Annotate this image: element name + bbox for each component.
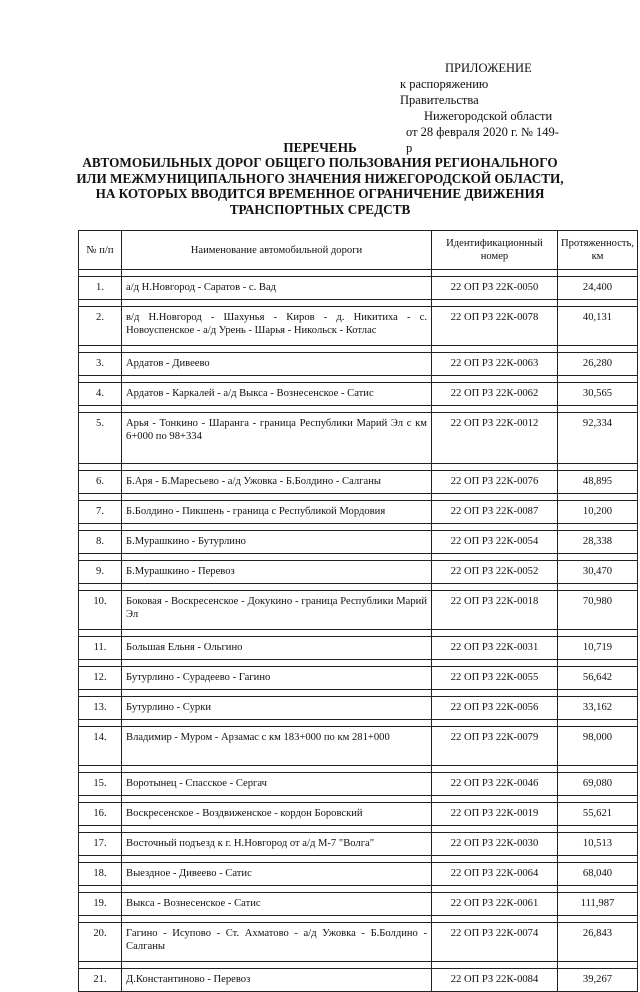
table-row	[79, 591, 638, 630]
spacer-cell	[79, 690, 122, 697]
cell-length: 56,642	[558, 667, 638, 690]
spacer-cell	[558, 916, 638, 923]
table-row	[79, 501, 638, 524]
spacer-cell	[122, 766, 432, 773]
spacer-cell	[558, 630, 638, 637]
spacer-cell	[558, 584, 638, 591]
cell-ident: 22 ОП РЗ 22К-0012	[432, 413, 558, 464]
row-spacer	[79, 796, 638, 803]
spacer-cell	[432, 554, 558, 561]
spacer-cell	[432, 270, 558, 277]
table-row	[79, 773, 638, 796]
cell-road-name: Д.Константиново - Перевоз	[122, 969, 432, 992]
spacer-cell	[122, 630, 432, 637]
spacer-cell	[558, 494, 638, 501]
spacer-cell	[558, 376, 638, 383]
cell-num: 18.	[79, 863, 122, 886]
spacer-cell	[122, 300, 432, 307]
row-spacer	[79, 886, 638, 893]
spacer-cell	[432, 494, 558, 501]
cell-ident: 22 ОП РЗ 22К-0062	[432, 383, 558, 406]
spacer-cell	[79, 376, 122, 383]
cell-road-name: Гагино - Исупово - Ст. Ахматово - а/д Ужовка - Б.Болдино - Салганы	[122, 923, 432, 962]
spacer-cell	[432, 796, 558, 803]
appendix-line: от 28 февраля 2020 г. № 149-р	[406, 125, 559, 155]
row-spacer	[79, 826, 638, 833]
row-spacer	[79, 406, 638, 413]
cell-num: 17.	[79, 833, 122, 856]
cell-ident: 22 ОП РЗ 22К-0055	[432, 667, 558, 690]
row-spacer	[79, 630, 638, 637]
cell-road-name: а/д Н.Новгород - Саратов - с. Вад	[122, 277, 432, 300]
spacer-cell	[558, 962, 638, 969]
row-spacer	[79, 270, 638, 277]
cell-length: 28,338	[558, 531, 638, 554]
table-row	[79, 667, 638, 690]
cell-length: 48,895	[558, 471, 638, 494]
cell-ident: 22 ОП РЗ 22К-0031	[432, 637, 558, 660]
row-spacer	[79, 584, 638, 591]
spacer-cell	[558, 524, 638, 531]
cell-road-name: Владимир - Муром - Арзамас с км 183+000 по км 281+000	[122, 727, 432, 766]
spacer-cell	[558, 720, 638, 727]
spacer-cell	[122, 524, 432, 531]
cell-length: 10,719	[558, 637, 638, 660]
cell-ident: 22 ОП РЗ 22К-0018	[432, 591, 558, 630]
table-row	[79, 863, 638, 886]
cell-length: 30,565	[558, 383, 638, 406]
spacer-cell	[79, 554, 122, 561]
spacer-cell	[122, 270, 432, 277]
table-row	[79, 307, 638, 346]
spacer-cell	[122, 554, 432, 561]
spacer-cell	[432, 766, 558, 773]
cell-length: 10,513	[558, 833, 638, 856]
spacer-cell	[79, 886, 122, 893]
cell-ident: 22 ОП РЗ 22К-0063	[432, 353, 558, 376]
spacer-cell	[558, 766, 638, 773]
cell-road-name: Арья - Тонкино - Шаранга - граница Республики Марий Эл с км 6+000 по 98+334	[122, 413, 432, 464]
row-spacer	[79, 376, 638, 383]
table-row	[79, 471, 638, 494]
cell-ident: 22 ОП РЗ 22К-0056	[432, 697, 558, 720]
cell-num: 14.	[79, 727, 122, 766]
spacer-cell	[79, 720, 122, 727]
cell-num: 21.	[79, 969, 122, 992]
spacer-cell	[558, 554, 638, 561]
cell-length: 24,400	[558, 277, 638, 300]
cell-num: 19.	[79, 893, 122, 916]
spacer-cell	[122, 660, 432, 667]
cell-ident: 22 ОП РЗ 22К-0064	[432, 863, 558, 886]
spacer-cell	[122, 406, 432, 413]
appendix-line: к распоряжению Правительства	[400, 77, 489, 107]
cell-ident: 22 ОП РЗ 22К-0030	[432, 833, 558, 856]
spacer-cell	[79, 464, 122, 471]
spacer-cell	[558, 856, 638, 863]
spacer-cell	[432, 690, 558, 697]
spacer-cell	[79, 766, 122, 773]
spacer-cell	[122, 376, 432, 383]
spacer-cell	[79, 270, 122, 277]
cell-length: 26,280	[558, 353, 638, 376]
cell-road-name: Б.Мурашкино - Бутурлино	[122, 531, 432, 554]
title-line: АВТОМОБИЛЬНЫХ ДОРОГ ОБЩЕГО ПОЛЬЗОВАНИЯ РЕГИОНАЛЬНОГО	[82, 155, 558, 171]
spacer-cell	[122, 962, 432, 969]
cell-num: 10.	[79, 591, 122, 630]
cell-num: 7.	[79, 501, 122, 524]
cell-length: 111,987	[558, 893, 638, 916]
row-spacer	[79, 524, 638, 531]
appendix-title: ПРИЛОЖЕНИЕ	[445, 61, 532, 75]
title-line: ПЕРЕЧЕНЬ	[283, 140, 357, 155]
spacer-cell	[79, 796, 122, 803]
cell-road-name: Б.Болдино - Пикшень - граница с Республикой Мордовия	[122, 501, 432, 524]
spacer-cell	[558, 300, 638, 307]
spacer-cell	[79, 630, 122, 637]
spacer-cell	[558, 406, 638, 413]
spacer-cell	[79, 524, 122, 531]
spacer-cell	[558, 826, 638, 833]
header-num: № п/п	[79, 231, 122, 270]
cell-length: 40,131	[558, 307, 638, 346]
spacer-cell	[79, 916, 122, 923]
spacer-cell	[432, 300, 558, 307]
spacer-cell	[432, 524, 558, 531]
header-name: Наименование автомобильной дороги	[122, 231, 432, 270]
cell-length: 69,080	[558, 773, 638, 796]
cell-num: 16.	[79, 803, 122, 826]
spacer-cell	[79, 406, 122, 413]
cell-road-name: Б.Аря - Б.Мaресьево - а/д Ужовка - Б.Болдино - Салганы	[122, 471, 432, 494]
cell-length: 33,162	[558, 697, 638, 720]
document-title	[60, 140, 580, 217]
header-ident: Идентификационный номер	[432, 231, 558, 270]
spacer-cell	[558, 346, 638, 353]
spacer-cell	[122, 720, 432, 727]
spacer-cell	[432, 660, 558, 667]
appendix-line: Нижегородской области	[424, 109, 553, 123]
cell-ident: 22 ОП РЗ 22К-0019	[432, 803, 558, 826]
cell-ident: 22 ОП РЗ 22К-0052	[432, 561, 558, 584]
cell-num: 11.	[79, 637, 122, 660]
row-spacer	[79, 856, 638, 863]
row-spacer	[79, 346, 638, 353]
title-line: ИЛИ МЕЖМУНИЦИПАЛЬНОГО ЗНАЧЕНИЯ НИЖЕГОРОДСКОЙ ОБЛАСТИ,	[76, 170, 564, 186]
cell-road-name: Воротынец - Спасское - Сергач	[122, 773, 432, 796]
cell-length: 30,470	[558, 561, 638, 584]
cell-num: 1.	[79, 277, 122, 300]
cell-num: 12.	[79, 667, 122, 690]
spacer-cell	[558, 690, 638, 697]
cell-ident: 22 ОП РЗ 22К-0084	[432, 969, 558, 992]
spacer-cell	[122, 464, 432, 471]
spacer-cell	[432, 720, 558, 727]
spacer-cell	[432, 962, 558, 969]
cell-num: 6.	[79, 471, 122, 494]
spacer-cell	[432, 886, 558, 893]
cell-ident: 22 ОП РЗ 22К-0078	[432, 307, 558, 346]
table-row	[79, 561, 638, 584]
cell-road-name: Б.Мурашкино - Перевоз	[122, 561, 432, 584]
row-spacer	[79, 720, 638, 727]
cell-num: 2.	[79, 307, 122, 346]
row-spacer	[79, 554, 638, 561]
spacer-cell	[558, 886, 638, 893]
roads-table	[78, 230, 638, 992]
row-spacer	[79, 464, 638, 471]
spacer-cell	[558, 270, 638, 277]
row-spacer	[79, 690, 638, 697]
table-row	[79, 697, 638, 720]
spacer-cell	[432, 584, 558, 591]
spacer-cell	[122, 796, 432, 803]
cell-length: 70,980	[558, 591, 638, 630]
cell-length: 10,200	[558, 501, 638, 524]
row-spacer	[79, 660, 638, 667]
cell-length: 92,334	[558, 413, 638, 464]
row-spacer	[79, 494, 638, 501]
spacer-cell	[79, 300, 122, 307]
cell-road-name: Воскресенское - Воздвиженское - кордон Боровский	[122, 803, 432, 826]
spacer-cell	[558, 464, 638, 471]
cell-ident: 22 ОП РЗ 22К-0050	[432, 277, 558, 300]
table-row	[79, 893, 638, 916]
spacer-cell	[432, 464, 558, 471]
table-row	[79, 353, 638, 376]
row-spacer	[79, 962, 638, 969]
spacer-cell	[122, 494, 432, 501]
cell-ident: 22 ОП РЗ 22К-0076	[432, 471, 558, 494]
cell-length: 98,000	[558, 727, 638, 766]
cell-num: 5.	[79, 413, 122, 464]
spacer-cell	[432, 826, 558, 833]
table-header-row	[79, 231, 638, 270]
table-row	[79, 727, 638, 766]
cell-road-name: Ардатов - Дивеево	[122, 353, 432, 376]
spacer-cell	[79, 856, 122, 863]
spacer-cell	[122, 826, 432, 833]
spacer-cell	[122, 346, 432, 353]
cell-road-name: в/д Н.Новгород - Шахунья - Киров - д. Никитиха - с. Новоуспенское - а/д Урень - Шарья - Никольск - Котлас	[122, 307, 432, 346]
header-length: Протяженность, км	[558, 231, 638, 270]
cell-ident: 22 ОП РЗ 22К-0061	[432, 893, 558, 916]
cell-road-name: Боковая - Воскресенское - Докукино - граница Республики Марий Эл	[122, 591, 432, 630]
cell-road-name: Бутурлино - Сурадеево - Гагино	[122, 667, 432, 690]
spacer-cell	[432, 856, 558, 863]
table-row	[79, 833, 638, 856]
cell-length: 26,843	[558, 923, 638, 962]
spacer-cell	[122, 690, 432, 697]
cell-ident: 22 ОП РЗ 22К-0079	[432, 727, 558, 766]
cell-num: 13.	[79, 697, 122, 720]
cell-ident: 22 ОП РЗ 22К-0074	[432, 923, 558, 962]
table-row	[79, 277, 638, 300]
row-spacer	[79, 300, 638, 307]
cell-ident: 22 ОП РЗ 22К-0054	[432, 531, 558, 554]
spacer-cell	[122, 886, 432, 893]
spacer-cell	[432, 346, 558, 353]
cell-length: 68,040	[558, 863, 638, 886]
cell-road-name: Ардатов - Каркалей - а/д Выкса - Вознесенское - Сатис	[122, 383, 432, 406]
table-row	[79, 531, 638, 554]
table-row	[79, 637, 638, 660]
cell-road-name: Восточный подъезд к г. Н.Новгород от а/д М-7 "Волга"	[122, 833, 432, 856]
spacer-cell	[79, 962, 122, 969]
spacer-cell	[79, 494, 122, 501]
cell-length: 55,621	[558, 803, 638, 826]
cell-num: 4.	[79, 383, 122, 406]
table-row	[79, 413, 638, 464]
spacer-cell	[432, 406, 558, 413]
cell-ident: 22 ОП РЗ 22К-0087	[432, 501, 558, 524]
cell-num: 3.	[79, 353, 122, 376]
cell-ident: 22 ОП РЗ 22К-0046	[432, 773, 558, 796]
table-row	[79, 969, 638, 992]
spacer-cell	[558, 796, 638, 803]
spacer-cell	[432, 376, 558, 383]
table-row	[79, 923, 638, 962]
spacer-cell	[122, 856, 432, 863]
table-row	[79, 803, 638, 826]
cell-road-name: Большая Ельня - Ольгино	[122, 637, 432, 660]
table-row	[79, 383, 638, 406]
cell-num: 8.	[79, 531, 122, 554]
spacer-cell	[79, 660, 122, 667]
cell-road-name: Выкса - Вознесенское - Сатис	[122, 893, 432, 916]
spacer-cell	[558, 660, 638, 667]
spacer-cell	[432, 916, 558, 923]
spacer-cell	[122, 584, 432, 591]
cell-length: 39,267	[558, 969, 638, 992]
title-line: НА КОТОРЫХ ВВОДИТСЯ ВРЕМЕННОЕ ОГРАНИЧЕНИЕ ДВИЖЕНИЯ	[95, 186, 545, 202]
cell-road-name: Бутурлино - Сурки	[122, 697, 432, 720]
spacer-cell	[79, 826, 122, 833]
row-spacer	[79, 916, 638, 923]
cell-num: 20.	[79, 923, 122, 962]
row-spacer	[79, 766, 638, 773]
spacer-cell	[79, 346, 122, 353]
spacer-cell	[432, 630, 558, 637]
spacer-cell	[79, 584, 122, 591]
title-line: ТРАНСПОРТНЫХ СРЕДСТВ	[229, 201, 411, 217]
cell-num: 15.	[79, 773, 122, 796]
cell-road-name: Выездное - Дивеево - Сатис	[122, 863, 432, 886]
cell-num: 9.	[79, 561, 122, 584]
spacer-cell	[122, 916, 432, 923]
